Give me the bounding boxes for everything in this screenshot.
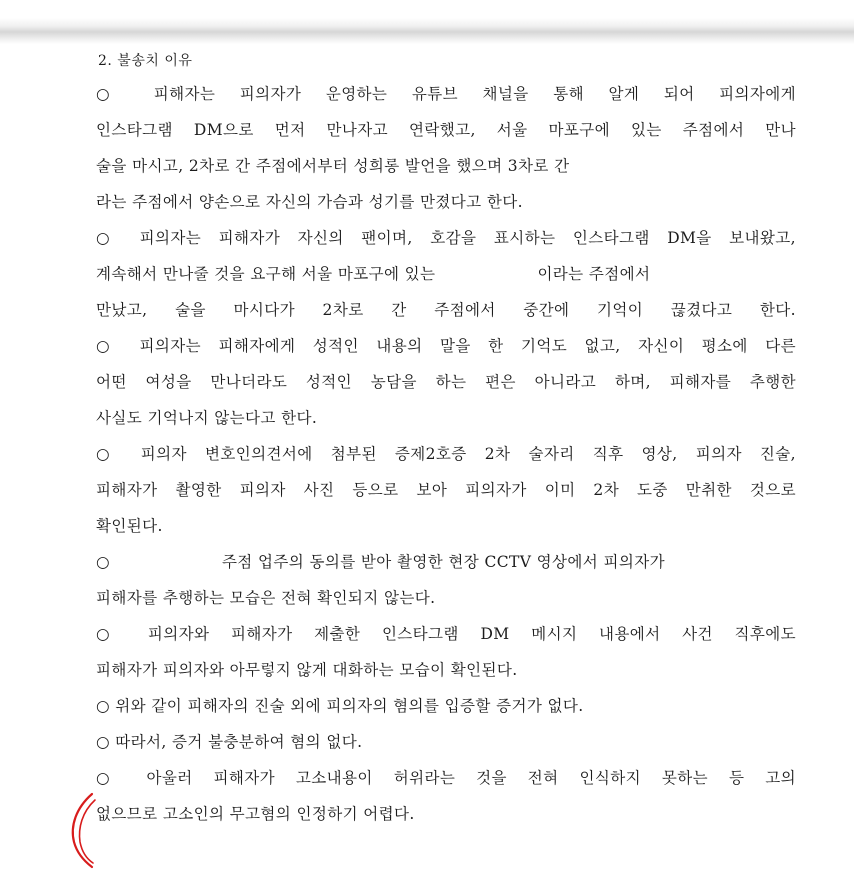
text-line: ○ 위와 같이 피해자의 진술 외에 피의자의 혐의를 입증할 증거가 없다. <box>96 697 584 715</box>
paragraph-9 <box>96 760 796 832</box>
text-line: 사실도 기억나지 않는다고 한다. <box>96 409 318 427</box>
text-line-part: 계속해서 만나줄 것을 요구해 서울 마포구에 있는 <box>96 265 436 283</box>
text-line-part: 이라는 주점에서 <box>537 265 651 283</box>
text-line <box>96 544 796 580</box>
text-line: 피해자가 촬영한 피의자 사진 등으로 보아 피의자가 이미 2차 도중 만취한 것으로 <box>96 481 796 499</box>
text-line: ○ 피의자는 피해자에게 성적인 내용의 말을 한 기억도 없고, 자신이 평소에 다른 <box>96 337 796 355</box>
text-line: ○ 피의자와 피해자가 제출한 인스타그램 DM 메시지 내용에서 사건 직후에도 <box>96 625 796 643</box>
text-line-part: 술을 마시고, 2차로 간 주점에서부터 성희롱 발언을 했으며 3차로 간 <box>96 157 570 175</box>
paragraph-4 <box>96 436 796 544</box>
red-pen-bracket-mark <box>62 790 102 870</box>
text-line: 라는 주점에서 양손으로 자신의 가슴과 성기를 만졌다고 한다. <box>96 193 523 211</box>
paragraph-2 <box>96 220 796 328</box>
scan-shadow-band <box>0 0 854 44</box>
text-line: ○ 피의자는 피해자가 자신의 팬이며, 호감을 표시하는 인스타그램 DM을 보내왔고, <box>96 229 796 247</box>
text-line <box>96 256 796 292</box>
text-line: ○ 따라서, 증거 불충분하여 혐의 없다. <box>96 733 363 751</box>
paragraph-5 <box>96 544 796 616</box>
paragraph-7 <box>96 688 796 724</box>
paragraph-8 <box>96 724 796 760</box>
text-line-part: 주점 업주의 동의를 받아 촬영한 현장 CCTV 영상에서 피의자가 <box>221 553 665 571</box>
text-line: ○ 피해자는 피의자가 운영하는 유튜브 채널을 통해 알게 되어 피의자에게 <box>96 85 796 103</box>
section-heading: 2. 불송치 이유 <box>98 53 193 69</box>
text-line: 만났고, 술을 마시다가 2차로 간 주점에서 중간에 기억이 끊겼다고 한다. <box>96 301 796 319</box>
paragraph-1 <box>96 76 796 220</box>
text-line: ○ 아울러 피해자가 고소내용이 허위라는 것을 전혀 인식하지 못하는 등 고의 <box>96 769 796 787</box>
text-line: 확인된다. <box>96 517 163 535</box>
text-line: 인스타그램 DM으로 먼저 만나자고 연락했고, 서울 마포구에 있는 주점에서 만나 <box>96 121 796 139</box>
paragraph-3 <box>96 328 796 436</box>
paragraph-6 <box>96 616 796 688</box>
text-line-part: ○ <box>96 553 110 571</box>
text-line: 피해자를 추행하는 모습은 전혀 확인되지 않는다. <box>96 589 436 607</box>
text-line: 피해자가 피의자와 아무렇지 않게 대화하는 모습이 확인된다. <box>96 661 518 679</box>
text-line: 없으므로 고소인의 무고혐의 인정하기 어렵다. <box>96 805 415 823</box>
document-page <box>96 50 796 832</box>
text-line: ○ 피의자 변호인의견서에 첨부된 증제2호증 2차 술자리 직후 영상, 피의자 진술, <box>96 445 796 463</box>
text-line: 어떤 여성을 만나더라도 성적인 농담을 하는 편은 아니라고 하며, 피해자를 추행한 <box>96 373 796 391</box>
text-line <box>96 148 796 184</box>
